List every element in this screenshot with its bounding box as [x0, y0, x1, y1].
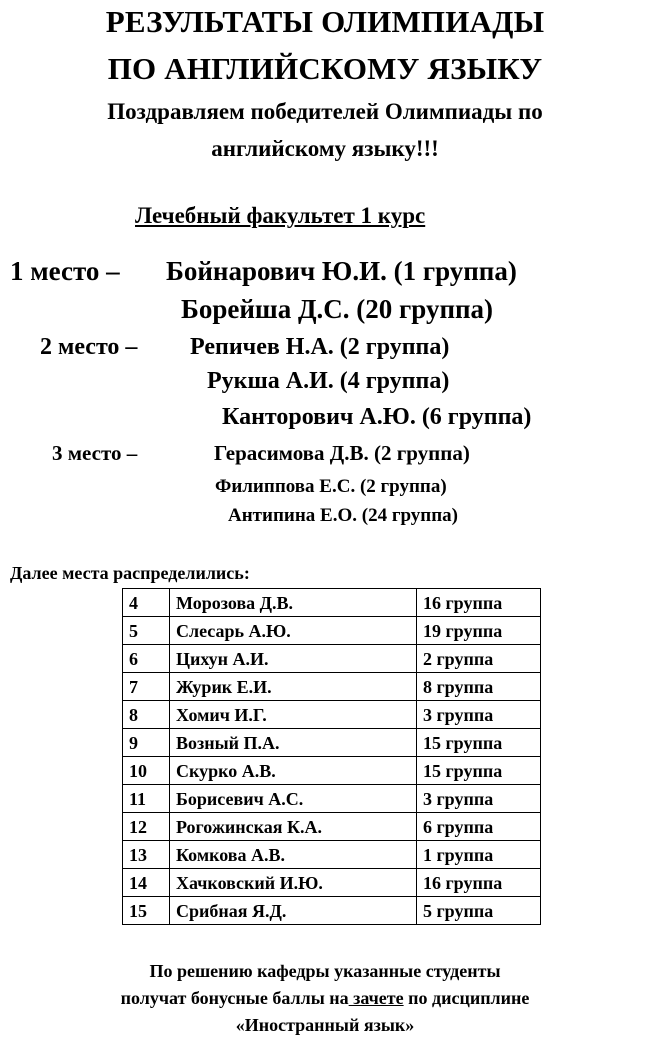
- table-row: [123, 841, 541, 869]
- name-cell: Комкова А.В.: [170, 841, 417, 869]
- table-row: [123, 785, 541, 813]
- group-cell: 16 группа: [417, 589, 541, 617]
- group-cell: 3 группа: [417, 701, 541, 729]
- faculty-heading: Лечебный факультет 1 курс: [135, 203, 426, 228]
- second-place-winner-2: Рукша А.И. (4 группа): [207, 368, 450, 394]
- name-cell: Борисевич А.С.: [170, 785, 417, 813]
- second-place-winner-1: Репичев Н.А. (2 группа): [190, 334, 450, 360]
- table-row: [123, 729, 541, 757]
- place-cell: 8: [123, 701, 170, 729]
- place-cell: 10: [123, 757, 170, 785]
- place-cell: 5: [123, 617, 170, 645]
- footer-line-2: [0, 985, 650, 1011]
- name-cell: Скурко А.В.: [170, 757, 417, 785]
- place-cell: 13: [123, 841, 170, 869]
- footer-underlined-word: зачете: [348, 988, 404, 1008]
- name-cell: Хомич И.Г.: [170, 701, 417, 729]
- third-place-label: 3 место –: [52, 441, 138, 465]
- footer-line-3: «Иностранный язык»: [235, 1015, 415, 1035]
- group-cell: 15 группа: [417, 729, 541, 757]
- further-places-table: [122, 588, 541, 925]
- name-cell: Цихун А.И.: [170, 645, 417, 673]
- place-cell: 11: [123, 785, 170, 813]
- table-row: [123, 701, 541, 729]
- group-cell: 6 группа: [417, 813, 541, 841]
- table-row: [123, 589, 541, 617]
- footer-line-1: По решению кафедры указанные студенты: [149, 961, 501, 981]
- group-cell: 15 группа: [417, 757, 541, 785]
- name-cell: Морозова Д.В.: [170, 589, 417, 617]
- name-cell: Журик Е.И.: [170, 673, 417, 701]
- second-place-winner-3: Канторович А.Ю. (6 группа): [222, 404, 532, 430]
- first-place-label: 1 место –: [10, 256, 120, 286]
- place-cell: 15: [123, 897, 170, 925]
- table-row: [123, 813, 541, 841]
- second-place-label: 2 место –: [40, 334, 138, 360]
- place-cell: 7: [123, 673, 170, 701]
- place-cell: 14: [123, 869, 170, 897]
- group-cell: 5 группа: [417, 897, 541, 925]
- name-cell: Срибная Я.Д.: [170, 897, 417, 925]
- third-place-winner-3: Антипина Е.О. (24 группа): [228, 505, 458, 526]
- group-cell: 3 группа: [417, 785, 541, 813]
- footer-line-2-start: получат бонусные баллы на: [120, 988, 349, 1008]
- group-cell: 8 группа: [417, 673, 541, 701]
- table-row: [123, 869, 541, 897]
- further-places-heading: Далее места распределились:: [10, 563, 250, 583]
- first-place-winner-1: Бойнарович Ю.И. (1 группа): [166, 256, 517, 286]
- footer-line-2-end: по дисциплине: [403, 988, 530, 1008]
- congratulations-line-1: Поздравляем победителей Олимпиады по: [107, 99, 543, 124]
- page-title-line-2: ПО АНГЛИЙСКОМУ ЯЗЫКУ: [107, 51, 543, 86]
- first-place-winner-2: Борейша Д.С. (20 группа): [181, 294, 494, 324]
- place-cell: 4: [123, 589, 170, 617]
- group-cell: 19 группа: [417, 617, 541, 645]
- place-cell: 12: [123, 813, 170, 841]
- name-cell: Рогожинская К.А.: [170, 813, 417, 841]
- third-place-winner-1: Герасимова Д.В. (2 группа): [214, 441, 470, 465]
- table-row: [123, 617, 541, 645]
- group-cell: 16 группа: [417, 869, 541, 897]
- table-row: [123, 897, 541, 925]
- table-row: [123, 645, 541, 673]
- page-title-line-1: РЕЗУЛЬТАТЫ ОЛИМПИАДЫ: [105, 4, 545, 39]
- name-cell: Возный П.А.: [170, 729, 417, 757]
- table-row: [123, 757, 541, 785]
- name-cell: Хачковский И.Ю.: [170, 869, 417, 897]
- table-body: [123, 589, 541, 925]
- congratulations-line-2: английскому языку!!!: [211, 136, 439, 161]
- third-place-winner-2: Филиппова Е.С. (2 группа): [215, 476, 447, 497]
- table-row: [123, 673, 541, 701]
- name-cell: Слесарь А.Ю.: [170, 617, 417, 645]
- place-cell: 9: [123, 729, 170, 757]
- group-cell: 1 группа: [417, 841, 541, 869]
- place-cell: 6: [123, 645, 170, 673]
- group-cell: 2 группа: [417, 645, 541, 673]
